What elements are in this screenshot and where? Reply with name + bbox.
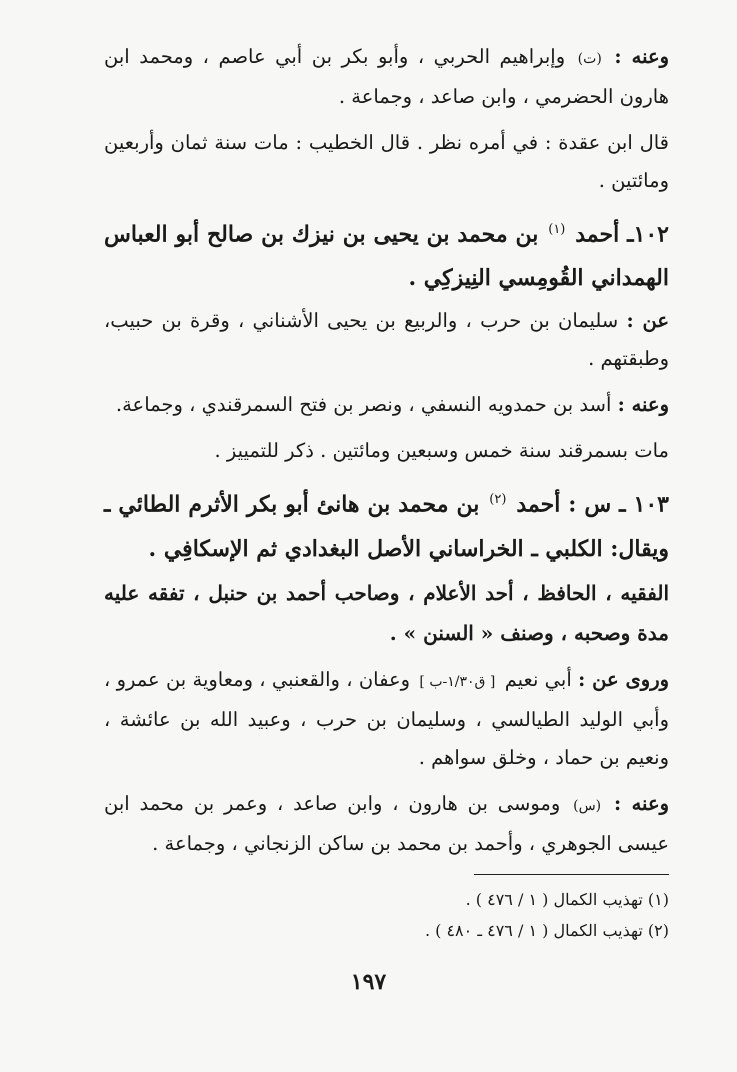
- paragraph-narrators-from: [104, 38, 669, 116]
- paragraph-death-note: [104, 124, 669, 200]
- footnote-ref[interactable]: (١): [548, 222, 566, 237]
- entry-name: بن محمد بن هانئ أبو بكر الأثرم الطائي ـ ويقال: الكلبي ـ الخراساني الأصل البغدادي ثم الإسكافِي .: [104, 491, 669, 562]
- paragraph-lead: عن :: [626, 309, 669, 333]
- footnote-divider: [474, 874, 669, 875]
- paragraph-narrators-to: [104, 785, 669, 863]
- paragraph-lead: وروى عن :: [578, 667, 670, 691]
- paragraph-narrators-from: [104, 302, 669, 378]
- paragraph-text: الفقيه ، الحافظ ، أحد الأعلام ، وصاحب أحمد بن حنبل ، تفقه عليه مدة وصحبه ، وصنف « السنن » .: [104, 580, 669, 645]
- paragraph-text: وموسى بن هارون ، وابن صاعد ، وعمر بن محمد ابن عيسى الجوهري ، وأحمد بن محمد بن ساكن الزنجاني ، وجماعة .: [104, 791, 669, 855]
- paragraph-description: [104, 573, 669, 653]
- paragraph-text: أسد بن حمدويه النسفي ، ونصر بن فتح السمرقندي ، وجماعة.: [115, 393, 612, 417]
- paragraph-narrated-from: [104, 661, 669, 777]
- manuscript-ref-tag: [ ق١/٣٠-ب ]: [419, 673, 496, 690]
- page-number: ١٩٧: [350, 969, 387, 995]
- source-tag: (س): [573, 797, 602, 814]
- footnote-ref[interactable]: (٢): [489, 492, 507, 508]
- footnote-1: (١) تهذيب الكمال ( ١ / ٤٧٦ ) .: [465, 890, 669, 909]
- paragraph-text: أبي نعيم: [504, 667, 572, 691]
- entry-number: ١٠٣ ـ س : أحمد: [516, 491, 669, 518]
- paragraph-death-note: [104, 432, 669, 470]
- paragraph-narrators-to: [104, 386, 669, 424]
- footnotes: [104, 884, 669, 946]
- paragraph-text: وإبراهيم الحربي ، وأبو بكر بن أبي عاصم ، ومحمد ابن هارون الحضرمي ، وابن صاعد ، وجماعة .: [104, 45, 669, 108]
- entry-heading-103: [104, 478, 669, 570]
- entry-heading-102: [104, 208, 669, 300]
- entry-number: ١٠٢ـ أحمد: [575, 221, 669, 248]
- source-tag: (ت): [577, 51, 602, 67]
- paragraph-lead: وعنه :: [617, 393, 669, 417]
- paragraph-text: مات بسمرقند سنة خمس وسبعين ومائتين . ذكر للتمييز .: [214, 439, 669, 463]
- paragraph-text: سليمان بن حرب ، والربيع بن يحيى الأشناني ، وقرة بن حبيب، وطبقتهم .: [104, 309, 669, 371]
- entry-name: بن محمد بن يحيى بن نيزك بن صالح أبو العباس الهمداني القُومِسي النِيزكِي .: [104, 221, 669, 292]
- paragraph-lead: وعنه :: [613, 791, 669, 815]
- footnote-2: (٢) تهذيب الكمال ( ١ / ٤٧٦ ـ ٤٨٠ ) .: [424, 921, 669, 940]
- paragraph-text: قال ابن عقدة : في أمره نظر . قال الخطيب : مات سنة ثمان وأربعين ومائتين .: [104, 131, 669, 192]
- paragraph-lead: وعنه :: [614, 45, 670, 68]
- paragraph-text-rest: وعفان ، والقعنبي ، ومعاوية بن عمرو ، وأبي الوليد الطيالسي ، وسليمان بن حرب ، وعبيد الله بن عائشة ، ونعيم بن حماد ، وخلق سواهم .: [104, 667, 669, 769]
